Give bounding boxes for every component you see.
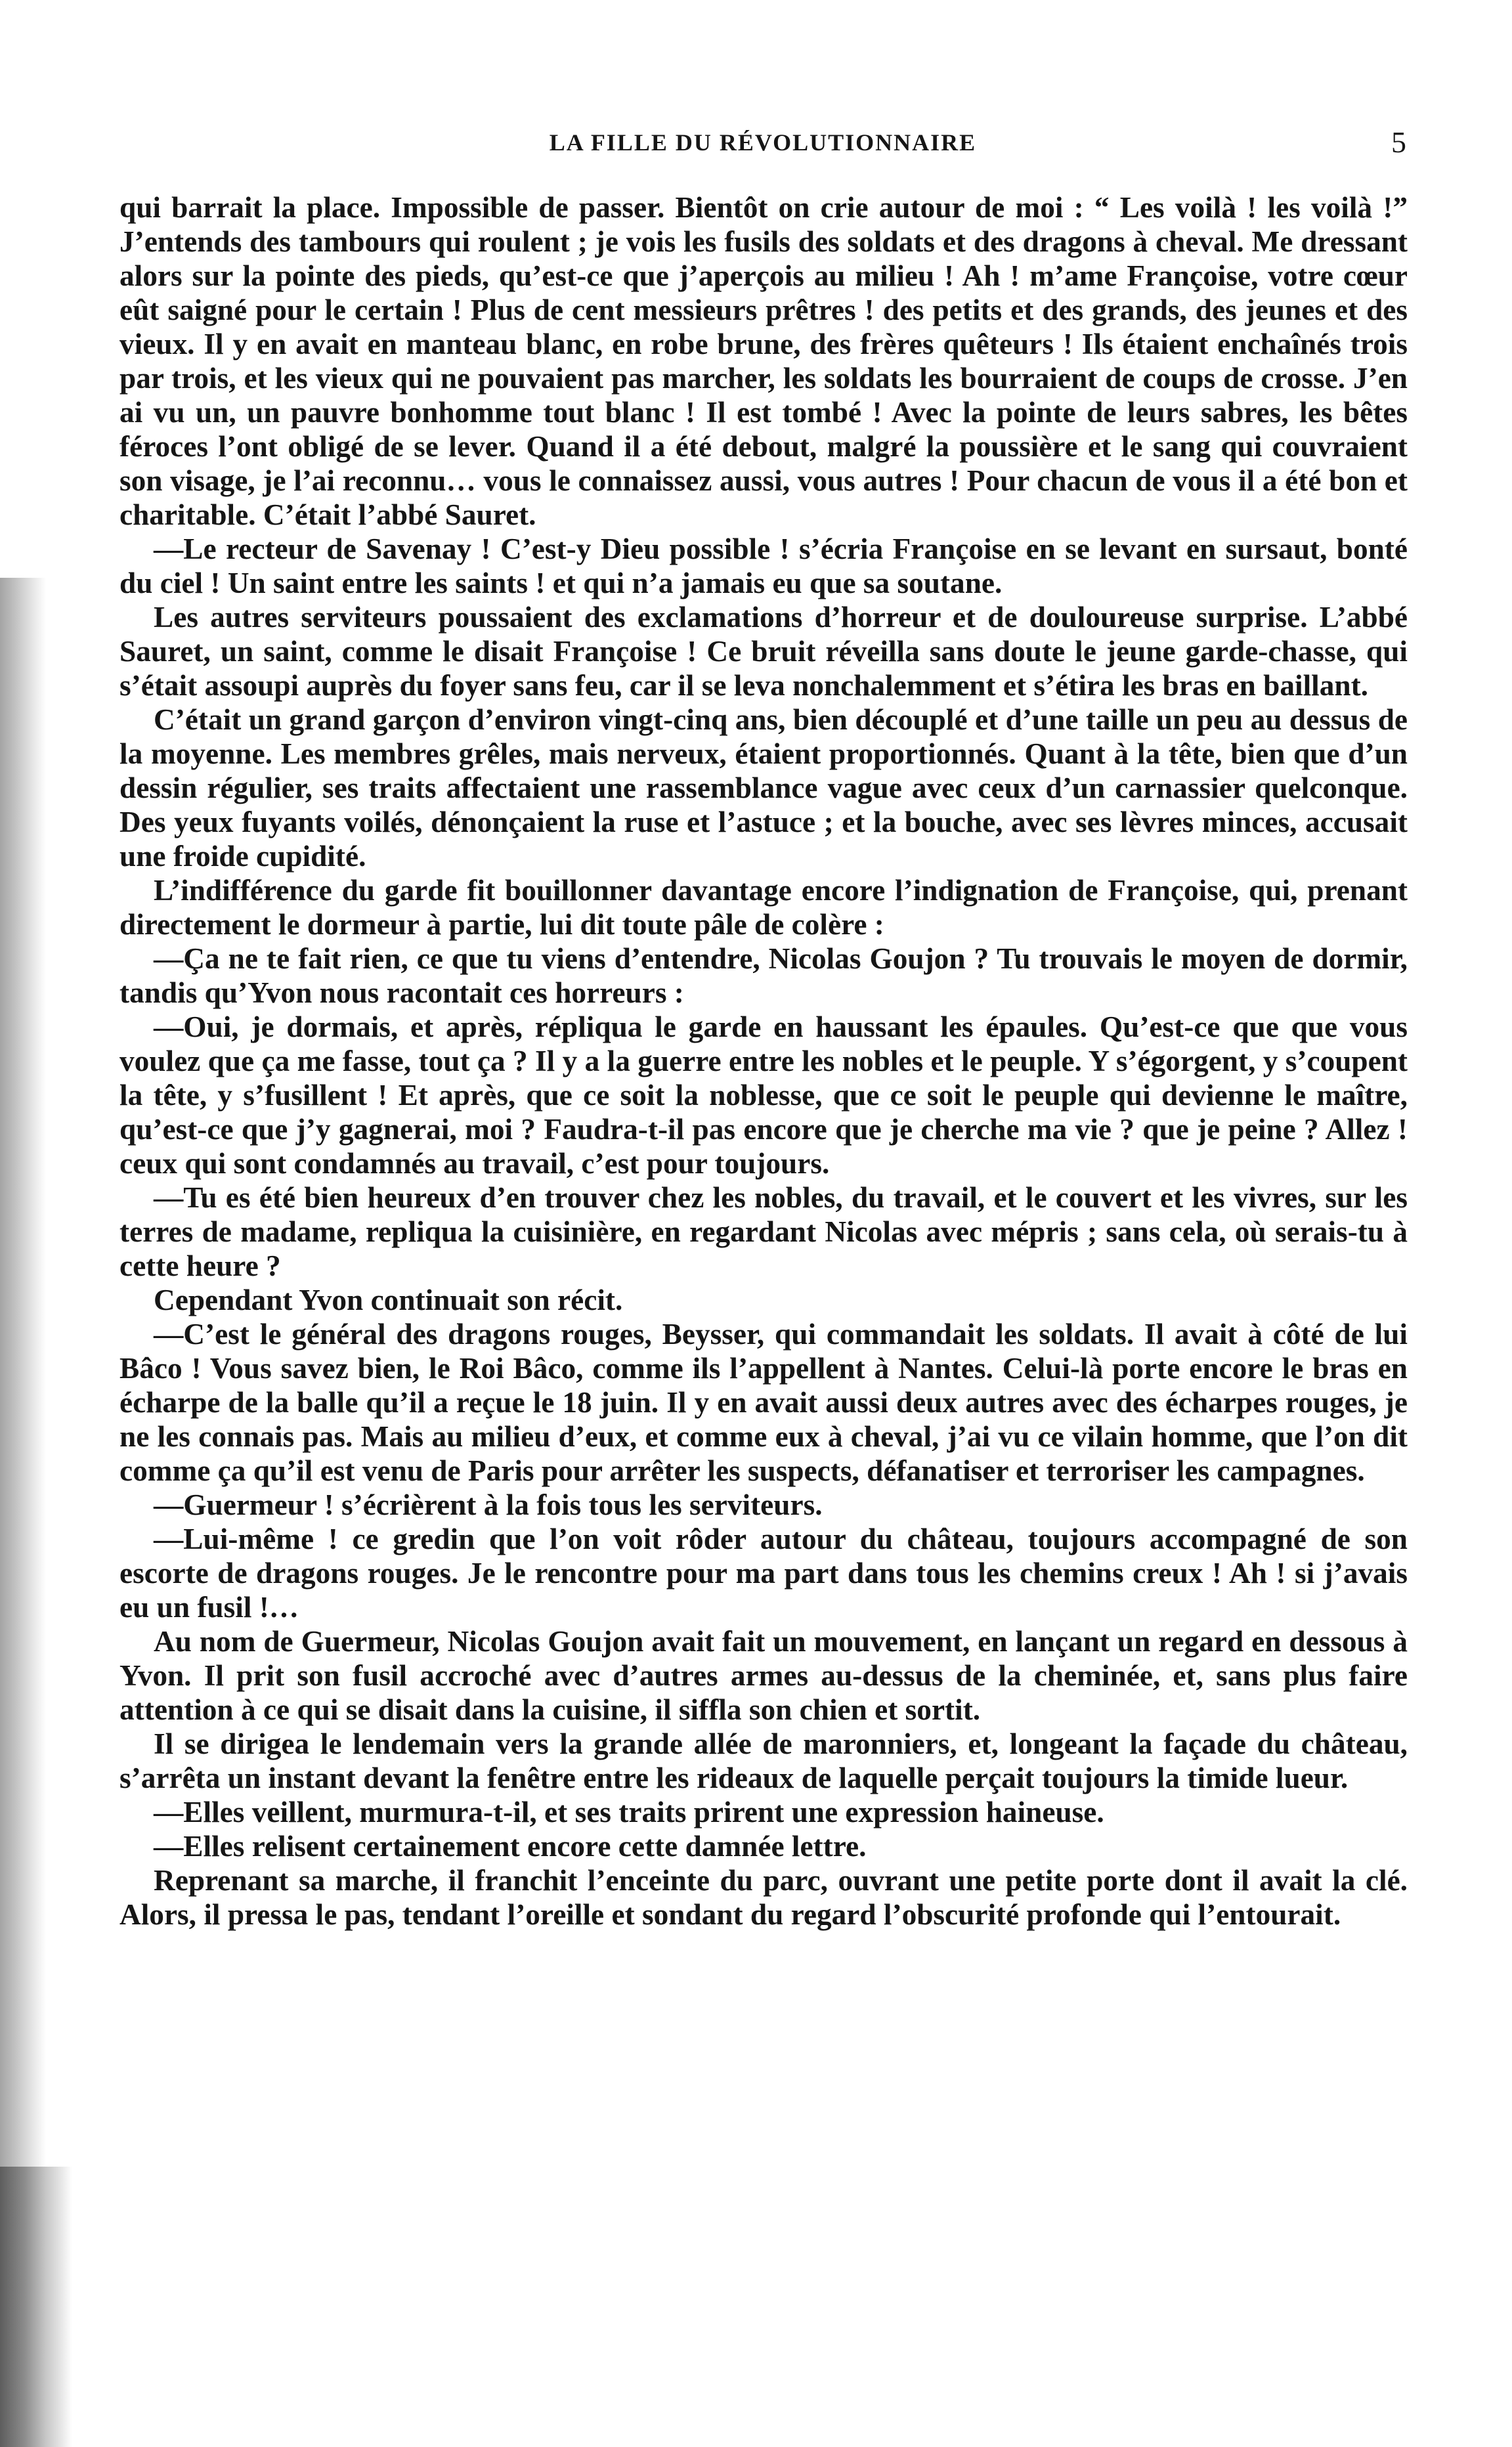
paragraph: —Le recteur de Savenay ! C’est-y Dieu possible ! s’écria Françoise en se levant en sursaut, bonté du ciel ! Un saint entre les saints ! et qui n’a jamais eu que sa soutane. bbox=[119, 532, 1408, 599]
paragraph: Cependant Yvon continuait son récit. bbox=[154, 1284, 623, 1316]
binding-edge-shadow-lower bbox=[0, 2167, 72, 2447]
paragraph: —Elles veillent, murmura-t-il, et ses traits prirent une expression haineuse. bbox=[154, 1796, 1104, 1829]
paragraph: —Ça ne te fait rien, ce que tu viens d’entendre, Nicolas Goujon ? Tu trouvais le moyen de dormir, tandis qu’Yvon nous racontait ces horreurs : bbox=[119, 942, 1408, 1009]
paragraph: L’indifférence du garde fit bouillonner davantage encore l’indignation de Françoise, qui, prenant directement le dormeur à partie, lui dit toute pâle de colère : bbox=[119, 874, 1408, 941]
running-head bbox=[119, 125, 1406, 168]
paragraph: —Elles relisent certainement encore cette damnée lettre. bbox=[154, 1830, 867, 1863]
paragraph: —C’est le général des dragons rouges, Beysser, qui commandait les soldats. Il avait à côté de lui Bâco ! Vous savez bien, le Roi Bâco, comme ils l’appellent à Nantes. Celui-là porte encore le bras en écharpe de la balle qu’il a reçue le 18 juin. Il y en avait aussi deux autres avec des écharpes rouges, je ne les connais pas. Mais au milieu d’eux, et comme eux à cheval, j’ai vu ce vilain homme, que l’on dit comme ça qu’il est venu de Paris pour arrêter les suspects, défanatiser et terroriser les campagnes. bbox=[119, 1318, 1408, 1487]
paragraph: qui barrait la place. Impossible de passer. Bientôt on crie autour de moi : “ Les voilà ! les voilà !” J’entends des tambours qui roulent ; je vois les fusils des soldats et des dragons à cheval. Me dressant alors sur la pointe des pieds, qu’est-ce que j’aperçois au milieu ! Ah ! m’ame Françoise, votre cœur eût saigné pour le certain ! Plus de cent messieurs prêtres ! des petits et des grands, des jeunes et des vieux. Il y en avait en manteau blanc, en robe brune, des frères quêteurs ! Ils étaient enchaînés trois par trois, et les vieux qui ne pouvaient pas marcher, les soldats les bourraient de coups de crosse. J’en ai vu un, un pauvre bonhomme tout blanc ! Il est tombé ! Avec la pointe de leurs sabres, les bêtes féroces l’ont obligé de se lever. Quand il a été debout, malgré la poussière et le sang qui couvraient son visage, je l’ai reconnu… vous le connaissez aussi, vous autres ! Pour chacun de vous il a été bon et charitable. C’était l’abbé Sauret. bbox=[119, 191, 1408, 531]
paragraph: Au nom de Guermeur, Nicolas Goujon avait fait un mouvement, en lançant un regard en dessous à Yvon. Il prit son fusil accroché avec d’autres armes au-dessus de la cheminée, et, sans plus faire attention à ce qui se disait dans la cuisine, il siffla son chien et sortit. bbox=[119, 1625, 1408, 1726]
page-number: 5 bbox=[1391, 125, 1406, 159]
paragraph: C’était un grand garçon d’environ vingt-cinq ans, bien découplé et d’une taille un peu au dessus de la moyenne. Les membres grêles, mais nerveux, étaient proportionnés. Quant à la tête, bien que d’un dessin régulier, ses traits affectaient une rassemblance vague avec ceux d’un carnassier quelconque. Des yeux fuyants voilés, dénonçaient la ruse et l’astuce ; et la bouche, avec ses lèvres minces, accusait une froide cupidité. bbox=[119, 703, 1408, 873]
paragraph: Les autres serviteurs poussaient des exclamations d’horreur et de douloureuse surprise. L’abbé Sauret, un saint, comme le disait Françoise ! Ce bruit réveilla sans doute le jeune garde-chasse, qui s’était assoupi auprès du foyer sans feu, car il se leva nonchalemment et s’étira les bras en baillant. bbox=[119, 601, 1408, 702]
paragraph: Il se dirigea le lendemain vers la grande allée de maronniers, et, longeant la façade du château, s’arrêta un instant devant la fenêtre entre les rideaux de laquelle perçait toujours la timide lueur. bbox=[119, 1727, 1408, 1794]
paragraph: —Tu es été bien heureux d’en trouver chez les nobles, du travail, et le couvert et les vivres, sur les terres de madame, repliqua la cuisinière, en regardant Nicolas avec mépris ; sans cela, où serais-tu à cette heure ? bbox=[119, 1181, 1408, 1282]
paragraph: —Lui-même ! ce gredin que l’on voit rôder autour du château, toujours accompagné de son escorte de dragons rouges. Je le rencontre pour ma part dans tous les chemins creux ! Ah ! si j’avais eu un fusil !… bbox=[119, 1523, 1408, 1624]
running-title: LA FILLE DU RÉVOLUTIONNAIRE bbox=[549, 129, 977, 156]
body-text bbox=[119, 190, 1408, 1932]
paragraph: —Oui, je dormais, et après, répliqua le garde en haussant les épaules. Qu’est-ce que que vous voulez que ça me fasse, tout ça ? Il y a la guerre entre les nobles et le peuple. Y s’égorgent, y s’coupent la tête, y s’fusillent ! Et après, que ce soit la noblesse, que ce soit le peuple qui devienne le maître, qu’est-ce que j’y gagnerai, moi ? Faudra-t-il pas encore que je cherche ma vie ? que je peine ? Allez ! ceux qui sont condamnés au travail, c’est pour toujours. bbox=[119, 1010, 1408, 1180]
paragraph: —Guermeur ! s’écrièrent à la fois tous les serviteurs. bbox=[154, 1488, 823, 1521]
paragraph: Reprenant sa marche, il franchit l’enceinte du parc, ouvrant une petite porte dont il avait la clé. Alors, il pressa le pas, tendant l’oreille et sondant du regard l’obscurité profonde qui l’entourait. bbox=[119, 1864, 1408, 1931]
